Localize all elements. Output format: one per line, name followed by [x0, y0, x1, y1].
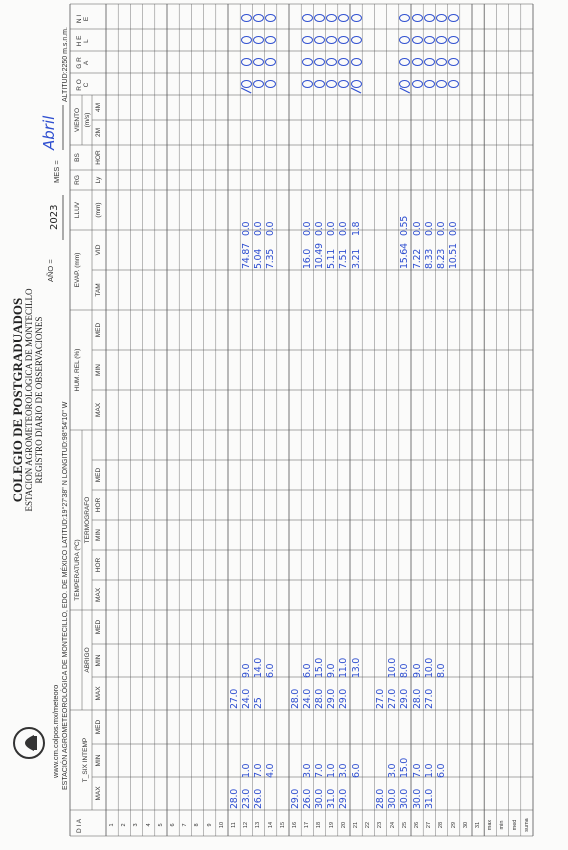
tsix-min-cell: 3.0	[338, 763, 350, 778]
row-number: med	[511, 819, 518, 831]
row-number: 4	[145, 823, 152, 827]
col-dia: D I A	[76, 818, 83, 834]
row-number: 5	[157, 823, 164, 827]
phenomenon-mark	[314, 14, 325, 22]
row-number: 3	[133, 823, 140, 827]
phenomenon-mark	[302, 14, 313, 22]
sub-bs-hor: HOR	[95, 150, 102, 165]
tsix-min-cell: 15.0	[399, 758, 411, 778]
row-number: 7	[182, 823, 189, 827]
sub-termo-max: MAX	[95, 587, 102, 603]
row-number: 24	[389, 821, 396, 829]
lluv-cell: 0.0	[301, 221, 313, 236]
phenomenon-mark	[302, 58, 313, 66]
phenomenon-mark	[241, 14, 252, 22]
tsix-max-cell: 30.0	[399, 789, 411, 809]
row-number: 29	[450, 821, 457, 829]
sub-abrigo-max: MAX	[95, 686, 102, 701]
lluv-cell: 0.0	[411, 221, 423, 236]
tsix-max-cell: 28.0	[374, 789, 386, 809]
col-niebla: N I E	[76, 14, 90, 24]
row-number: 30	[462, 821, 469, 829]
row-number: suma	[523, 818, 530, 832]
phenomenon-mark	[412, 36, 423, 44]
tsix-min-cell: 7.0	[411, 763, 423, 778]
tsix-max-cell: 29.0	[338, 789, 350, 809]
row-number: 10	[218, 821, 225, 829]
abrigo-min-cell: 9.0	[240, 663, 252, 678]
abrigo-max-cell: 29.0	[338, 689, 350, 709]
phenomenon-mark	[253, 58, 264, 66]
row-number: 17	[304, 821, 311, 829]
lluv-cell: 0.0	[435, 221, 447, 236]
row-number: 11	[231, 822, 237, 828]
tsix-max-cell: 28.0	[228, 789, 240, 809]
abrigo-max-cell: 27.0	[423, 689, 435, 709]
col-granizo: G R A	[76, 57, 90, 69]
abrigo-min-cell: 14.0	[252, 658, 264, 678]
tsix-min-cell: 1.0	[423, 763, 435, 778]
abrigo-max-cell: 24.0	[240, 689, 252, 709]
lluv-cell: 0.0	[448, 221, 460, 236]
row-number: min	[499, 820, 506, 830]
rocio-mark	[412, 80, 423, 88]
phenomenon-mark	[436, 36, 447, 44]
abrigo-min-cell: 6.0	[265, 663, 277, 678]
evap-vid-cell: 7.22	[411, 249, 423, 269]
abrigo-max-cell: 24.0	[301, 689, 313, 709]
row-number: 22	[365, 821, 372, 829]
tsix-min-cell: 1.0	[326, 763, 338, 778]
rocio-mark	[424, 80, 435, 88]
station-line: ESTACIÓN AGROMETEOROLÓGICA DE MONTECILLO, EDO. DE MÉXICO LATITUD:19°27'38" N LONGITUD:98°54'10" W	[62, 401, 69, 790]
col-lluv: LLUV	[74, 201, 81, 219]
phenomenon-mark	[241, 36, 252, 44]
tsix-max-cell: 30.0	[411, 789, 423, 809]
sub-lluv-mm: (mm)	[95, 202, 102, 218]
sub-hum-min: MIN	[95, 364, 102, 376]
col-termografo: TERMOGRAFO	[84, 496, 91, 544]
sub-tsix-min: MIN	[95, 754, 102, 767]
evap-vid-cell: 8.33	[423, 249, 435, 269]
phenomenon-mark	[241, 58, 252, 66]
row-number: 25	[401, 821, 408, 829]
lluv-cell: 1.8	[350, 221, 362, 236]
rocio-mark	[302, 80, 313, 88]
abrigo-min-cell: 11.0	[338, 658, 350, 678]
abrigo-max-cell: 28.0	[289, 689, 301, 709]
row-number: 1	[109, 823, 115, 827]
abrigo-max-cell: 28.0	[411, 689, 423, 709]
tsix-max-cell: 26.0	[252, 789, 264, 809]
evap-vid-cell: 10.51	[448, 243, 460, 269]
tsix-min-cell: 6.0	[435, 763, 447, 778]
row-number: 13	[255, 821, 262, 829]
tsix-min-cell: 1.0	[240, 763, 252, 778]
evap-vid-cell: 3.21	[350, 249, 362, 269]
rocio-mark	[253, 80, 264, 88]
col-bs: BS	[74, 153, 81, 162]
year-value: 2023	[49, 204, 60, 230]
rocio-mark	[351, 80, 362, 88]
tsix-min-cell: 3.0	[301, 763, 313, 778]
sub-termo-min: MIN	[95, 529, 102, 541]
tsix-max-cell: 30.0	[387, 789, 399, 809]
lluv-cell: 0.55	[399, 216, 411, 236]
sub-rg-ly: Ly	[95, 176, 102, 184]
sub-termo-med: MED	[95, 467, 102, 483]
page-title: COLEGIO DE POSTGRADUADOS	[10, 297, 25, 503]
lluv-cell: 0.0	[265, 221, 277, 236]
row-number: 27	[426, 821, 433, 829]
phenomenon-mark	[351, 58, 362, 66]
lluv-cell: 0.0	[423, 221, 435, 236]
lluv-cell: 0.0	[338, 221, 350, 236]
evap-vid-cell: 8.23	[435, 249, 447, 269]
month-value: Abril	[40, 115, 58, 150]
row-number: 23	[377, 821, 384, 829]
row-number: 19	[328, 821, 335, 829]
tsix-max-cell: 31.0	[326, 789, 338, 809]
row-number: 9	[206, 823, 213, 827]
tsix-max-cell: 29.0	[289, 789, 301, 809]
evap-vid-cell: 10.49	[313, 243, 325, 269]
row-number: 16	[292, 821, 298, 829]
col-hum-rel: HUM. REL (%)	[74, 348, 81, 392]
row-number: 20	[340, 821, 347, 829]
abrigo-max-cell: 27.0	[374, 689, 386, 709]
col-viento-unit: (m/s)	[84, 112, 91, 128]
sub-hum-max: MAX	[95, 402, 102, 418]
abrigo-max-cell: 28.0	[313, 689, 325, 709]
col-viento: VIENTO	[74, 107, 81, 133]
col-evap: EVAP. (mm)	[74, 252, 81, 288]
sub-abrigo-min: MIN	[95, 654, 102, 667]
sub-hum-med: MED	[95, 322, 102, 338]
abrigo-min-cell: 8.0	[399, 663, 411, 678]
sub-evap-vid: VID	[95, 244, 102, 256]
row-number: 18	[316, 821, 323, 829]
row-number: 12	[243, 821, 250, 829]
row-number: 31	[475, 821, 481, 829]
phenomenon-mark	[412, 58, 423, 66]
evap-vid-cell: 74.87	[240, 243, 252, 269]
sub-termo-hor2: HOR	[95, 497, 102, 513]
tsix-min-cell: 7.0	[252, 763, 264, 778]
rocio-mark	[436, 80, 447, 88]
phenomenon-mark	[436, 58, 447, 66]
phenomenon-mark	[424, 14, 435, 22]
evap-vid-cell: 5.11	[326, 249, 338, 269]
row-number: 21	[353, 821, 359, 829]
phenomenon-mark	[314, 36, 325, 44]
slash-mark	[241, 88, 251, 93]
abrigo-min-cell: 13.0	[350, 658, 362, 678]
abrigo-min-cell: 10.0	[387, 658, 399, 678]
website-url: www.cm.colpos.mx/meteoro	[51, 684, 60, 778]
tsix-min-cell: 3.0	[387, 763, 399, 778]
lluv-cell: 0.0	[326, 221, 338, 236]
phenomenon-mark	[351, 36, 362, 44]
row-number: 6	[170, 823, 176, 827]
evap-vid-cell: 7.51	[338, 249, 350, 269]
tsix-min-cell: 4.0	[265, 763, 277, 778]
tsix-min-cell: 6.0	[350, 763, 362, 778]
evap-vid-cell: 5.04	[252, 249, 264, 269]
phenomenon-mark	[253, 14, 264, 22]
lluv-cell: 0.0	[240, 221, 252, 236]
tsix-max-cell: 30.0	[313, 789, 325, 809]
col-t-six: T_SIX INTEMP	[82, 737, 89, 783]
row-number: 26	[414, 821, 420, 829]
sub-tsix-max: MAX	[95, 786, 102, 801]
slash-mark	[400, 88, 410, 93]
phenomenon-mark	[351, 14, 362, 22]
sub-termo-hor1: HOR	[95, 557, 102, 573]
col-rocio: R O C	[76, 79, 90, 91]
phenomenon-mark	[314, 58, 325, 66]
sub-abrigo-med: MED	[95, 619, 102, 635]
abrigo-max-cell: 29.0	[326, 689, 338, 709]
phenomenon-mark	[424, 58, 435, 66]
subtitle-register: REGISTRO DIARIO DE OBSERVACIONES	[34, 316, 44, 484]
lluv-cell: 0.0	[313, 221, 325, 236]
row-number: 28	[438, 821, 445, 829]
evap-vid-cell: 16.0	[301, 249, 313, 269]
tsix-max-cell: 31.0	[423, 789, 435, 809]
abrigo-min-cell: 6.0	[301, 663, 313, 678]
tsix-max-cell: 26.0	[301, 789, 313, 809]
altitude-label: ALTITUD:2250 m.s.n.m.	[62, 27, 69, 102]
col-rg: RG	[74, 175, 81, 185]
abrigo-max-cell: 29.0	[399, 689, 411, 709]
abrigo-max-cell: 27.0	[387, 689, 399, 709]
sub-viento-4m: 4M	[95, 102, 102, 113]
phenomenon-mark	[436, 14, 447, 22]
abrigo-min-cell: 15.0	[313, 658, 325, 678]
row-number: 15	[279, 821, 286, 829]
sub-viento-2m: 2M	[95, 127, 102, 138]
tsix-max-cell: 23.0	[240, 789, 252, 809]
month-label: MES =	[52, 160, 61, 183]
row-number: max	[487, 819, 494, 831]
rocio-mark	[314, 80, 325, 88]
phenomenon-mark	[253, 36, 264, 44]
abrigo-min-cell: 10.0	[423, 658, 435, 678]
abrigo-max-cell: 27.0	[228, 689, 240, 709]
abrigo-min-cell: 9.0	[411, 663, 423, 678]
phenomenon-mark	[302, 36, 313, 44]
row-number: 2	[121, 823, 128, 827]
abrigo-min-cell: 9.0	[326, 663, 338, 678]
lluv-cell: 0.0	[252, 221, 264, 236]
tsix-min-cell: 7.0	[313, 763, 325, 778]
sub-tsix-med: MED	[95, 719, 102, 735]
col-helada: H E L	[76, 35, 90, 47]
year-label: AÑO =	[46, 259, 55, 282]
col-abrigo: ABRIGO	[84, 647, 91, 673]
sub-evap-tam: TAM	[95, 283, 102, 297]
evap-vid-cell: 7.35	[265, 249, 277, 269]
abrigo-max-cell: 25	[252, 697, 264, 709]
col-temperatura: TEMPERATURA (ºC)	[74, 539, 81, 601]
abrigo-min-cell: 8.0	[435, 663, 447, 678]
row-number: 8	[194, 823, 201, 827]
subtitle-station: ESTACION AGROMETEOROLOGICA DE MONTECILLO	[24, 288, 34, 512]
slash-mark	[351, 88, 361, 93]
rocio-mark	[241, 80, 252, 88]
phenomenon-mark	[412, 14, 423, 22]
evap-vid-cell: 15.64	[399, 243, 411, 269]
row-number: 14	[267, 821, 274, 829]
phenomenon-mark	[424, 36, 435, 44]
